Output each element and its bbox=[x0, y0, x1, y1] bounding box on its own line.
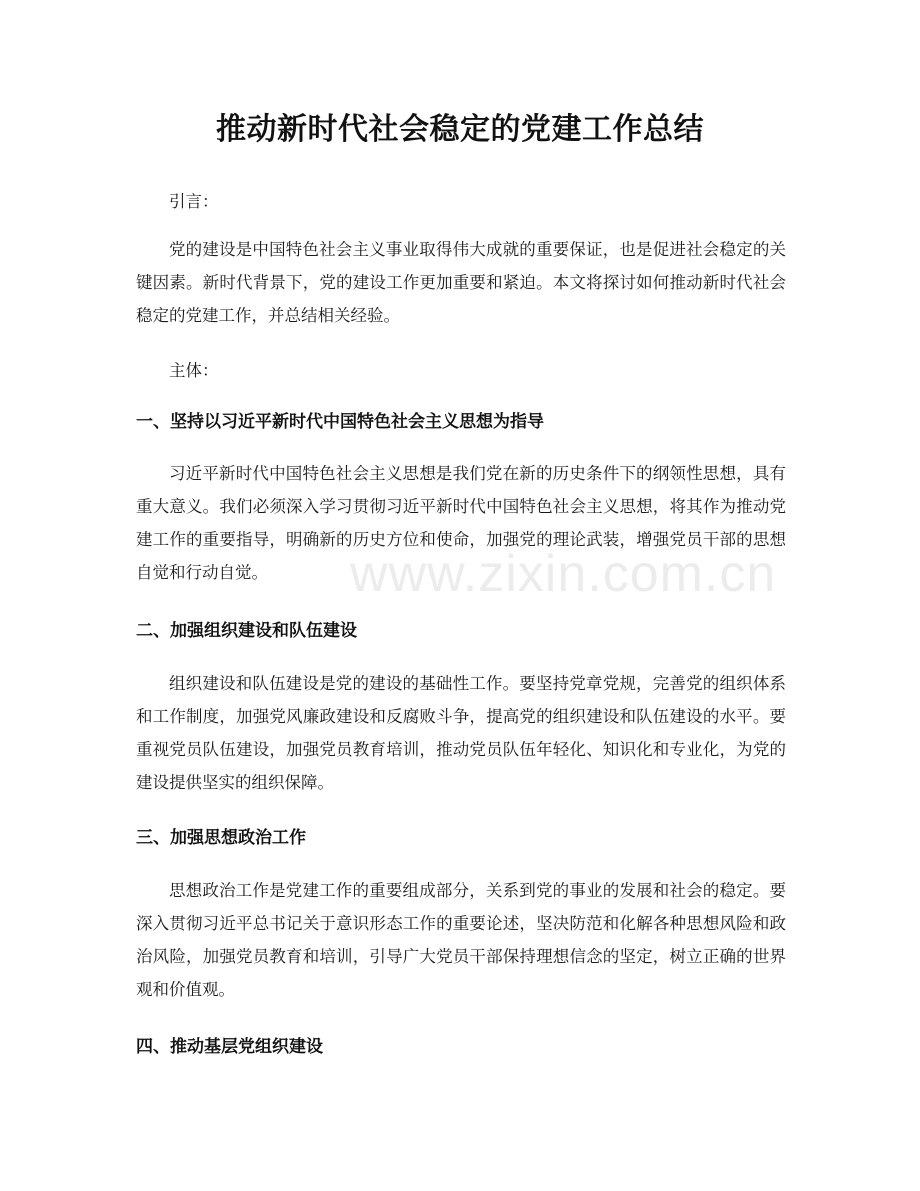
intro-paragraph: 党的建设是中国特色社会主义事业取得伟大成就的重要保证，也是促进社会稳定的关键因素。新时代背景下，党的建设工作更加重要和紧迫。本文将探讨如何推动新时代社会稳定的党建工作，并总结相关经验。 bbox=[136, 240, 786, 325]
section-heading-1: 一、坚持以习近平新时代中国特色社会主义思想为指导 bbox=[136, 412, 544, 432]
section-heading-4: 四、推动基层党组织建设 bbox=[136, 1037, 323, 1057]
section-heading-3: 三、加强思想政治工作 bbox=[136, 828, 306, 848]
section-paragraph-3: 思想政治工作是党建工作的重要组成部分，关系到党的事业的发展和社会的稳定。要深入贯彻习近平总书记关于意识形态工作的重要论述，坚决防范和化解各种思想风险和政治风险，加强党员教育和培训，引导广大党员干部保持理想信念的坚定，树立正确的世界观和价值观。 bbox=[136, 881, 786, 999]
watermark: www.zixin.com.cn bbox=[350, 545, 777, 603]
document-title: 推动新时代社会稳定的党建工作总结 bbox=[216, 112, 704, 147]
section-paragraph-2: 组织建设和队伍建设是党的建设的基础性工作。要坚持党章党规，完善党的组织体系和工作制度，加强党风廉政建设和反腐败斗争，提高党的组织建设和队伍建设的水平。要重视党员队伍建设，加强党员教育培训，推动党员队伍年轻化、知识化和专业化，为党的建设提供坚实的组织保障。 bbox=[136, 674, 786, 792]
intro-label: 引言： bbox=[169, 192, 219, 211]
body-label: 主体： bbox=[169, 361, 219, 380]
section-paragraph-1: 习近平新时代中国特色社会主义思想是我们党在新的历史条件下的纲领性思想，具有重大意义。我们必须深入学习贯彻习近平新时代中国特色社会主义思想，将其作为推动党建工作的重要指导，明确新的历史方位和使命，加强党的理论武装，增强党员干部的思想自觉和行动自觉。 bbox=[136, 464, 786, 582]
section-heading-2: 二、加强组织建设和队伍建设 bbox=[136, 621, 357, 641]
